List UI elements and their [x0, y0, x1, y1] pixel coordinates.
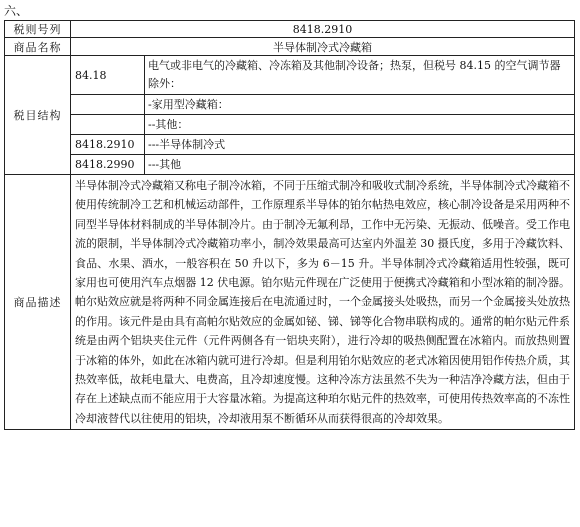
product-name-value: 半导体制冷式冷藏箱: [71, 38, 575, 56]
structure-text: ---半导体制冷式: [145, 135, 575, 155]
structure-code: 8418.2910: [71, 135, 145, 155]
tariff-table: [4, 20, 575, 430]
description-label: 商品描述: [5, 175, 71, 430]
structure-text: --其他：: [145, 115, 575, 135]
tariff-code-value: 8418.2910: [71, 21, 575, 38]
structure-text: -家用型冷藏箱：: [145, 95, 575, 115]
tariff-code-label: 税则号列: [5, 21, 71, 38]
structure-row: [5, 155, 575, 175]
structure-text: ---其他: [145, 155, 575, 175]
structure-code: 8418.2990: [71, 155, 145, 175]
structure-code: 84.18: [71, 56, 145, 95]
structure-row: [5, 135, 575, 155]
structure-text: 电气或非电气的冷藏箱、冷冻箱及其他制冷设备；热泵，但税号 84.15 的空气调节器除外：: [145, 56, 575, 95]
section-heading: 六、: [4, 4, 29, 18]
product-name-row: [5, 38, 575, 56]
tariff-code-row: [5, 21, 575, 38]
product-name-label: 商品名称: [5, 38, 71, 56]
structure-label: 税目结构: [5, 56, 71, 175]
structure-row: [5, 56, 575, 95]
structure-row: [5, 95, 575, 115]
structure-code: [71, 115, 145, 135]
structure-code: [71, 95, 145, 115]
description-text: 半导体制冷式冷藏箱又称电子制冷冰箱，不同于压缩式制冷和吸收式制冷系统，半导体制冷式冷藏箱不使用传统制冷工艺和机械运动部件，工作原理系半导体的铂尔帖热电效应，核心制冷设备是采用两种不同型半导体材料制成的半导体制冷片。由于制冷无氟利昂，工作中无污染、无振动、低噪音。受工作电流的限制，半导体制冷式冷藏箱功率小，制冷效果最高可达室内外温差 30 摄氏度，多用于冷藏饮料、食品、水果、酒水，一般容积在 50 升以下，多为 6－15 升。半导体制冷式冷藏箱适用性较强，既可家用也可使用汽车点烟器 12 伏电源。铂尔贴元件现在广泛使用于便携式冷藏箱和小型冰箱的制冷器。帕尔贴效应就是将两种不同金属连接后在电流通过时，一个金属接头处吸热，而另一个金属接头处放热的作用。该元件是由具有高帕尔贴效应的金属如铋、锑、锑等化合物串联构成的。通常的帕尔贴元件系统是由两个铝块夹住元件（元件两侧各有一铝块夹附），进行冷却的吸热侧配置在冰箱内。而放热则置于冰箱的体外，如此在冰箱内就可进行冷却。但是利用铂尔贴效应的老式冰箱因使用铝作传热介质，其热效率低，故耗电量大、电费高，且冷却速度慢。这种冷冻方法虽然不失为一种洁净冷藏方法，但由于存在上述缺点而不能应用于大容量冰箱。为提高这种珀尔贴元件的热效率，可使用传热效率高的不冻性冷却液替代以往使用的铝块，冷却液用泵不断循环从而获得很高的冷却效果。: [71, 175, 575, 430]
structure-row: [5, 115, 575, 135]
description-row: [5, 175, 575, 430]
